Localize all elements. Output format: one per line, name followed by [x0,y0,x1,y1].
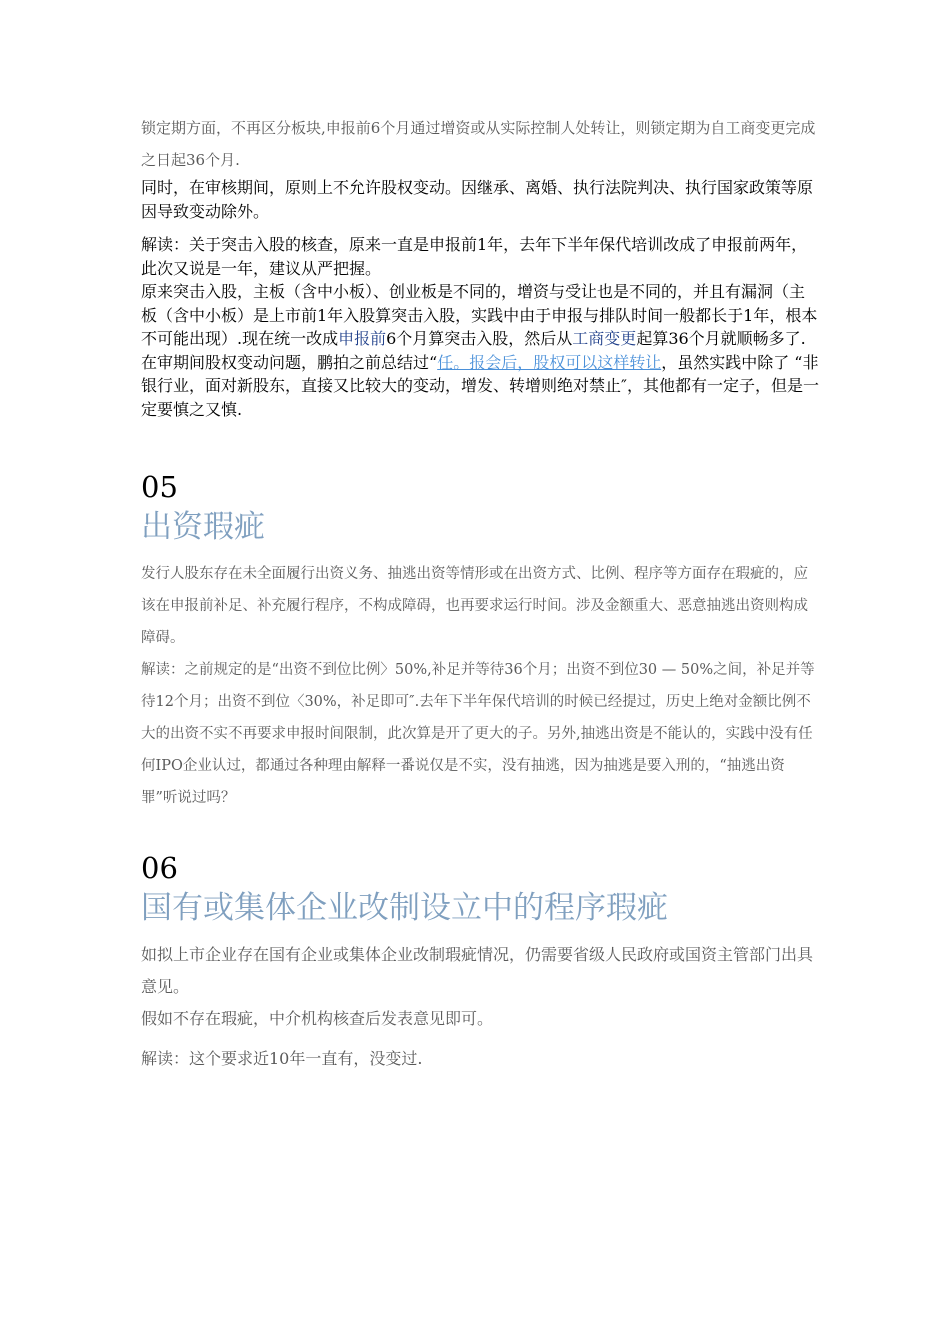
paragraph-equity-change [141,351,819,422]
paragraph-capital-defect: 发行人股东存在未全面履行出资义务、抽逃出资等情形或在出资方式、比例、程序等方面存在瑕疵的，应该在申报前补足、补充履行程序，不构成障碍，也再要求运行时间。涉及金额重大、恶意抽逃出资则构成障碍。 [141,566,808,646]
text-segment: 在审期间股权变动问题，鹏拍之前总结过“ [141,352,438,372]
section-title: 国有或集体企业改制设立中的程序瑕疵 [141,890,668,926]
highlight-business-change: 工商变更 [572,329,637,348]
paragraph-interpretation-2: 解读：之前规定的是“出资不到位比例〉50%,补足并等待36个月；出资不到位30 — 50%之间，补足并等待12个月；出资不到位〈30%，补足即可″.去年下半年保代培训的时候已经提过，历史上绝对金额比例不大的出资不实不再要求申报时间限制，此次算是开了更大的子。另外,抽逃出资是不能认的，实践中没有任何IPO企业认过，都通过各种理由解释一番说仅是不实，没有抽逃，因为抽逃是要入刑的，“抽逃出资罪”听说过吗？ [141,662,815,806]
text-segment: 原来突击入股，主板（含中小板）、创业板是不同的，增资与受让也是不同的，并且有漏洞（主板（含中小板）是上市前1年入股算突击入股，实践中由于申报与排队时间一般都长于1年，根本不可能出现）.现在统一改成 [141,282,818,348]
section-number: 06 [141,851,178,885]
paragraph-interpretation-1: 解读：关于突击入股的核查，原来一直是申报前1年，去年下半年保代培训改成了申报前两年，此次又说是一年，建议从严把握。 [141,235,808,278]
paragraph-no-defect: 假如不存在瑕疵，中介机构核查后发表意见即可。 [141,1009,494,1028]
section-number: 05 [141,470,178,504]
article-link[interactable]: 任。报会后，股权可以这样转让 [437,352,662,372]
text-segment: ，虽然实践中除了 “非银行业，面对新股东，直接又比较大的变动，增发、转增则绝对禁止″，其他都有一定子，但是一定要慎之又慎. [141,352,819,419]
section-06 [141,850,819,1075]
paragraph-state-owned: 如拟上市企业存在国有企业或集体企业改制瑕疵情况，仍需要省级人民政府或国资主管部门出具意见。 [141,945,814,996]
document-body [141,112,819,1075]
section-05 [141,469,819,814]
paragraph-lockup: 锁定期方面，不再区分板块,申报前6个月通过增资或从实际控制人处转让，则锁定期为自工商变更完成之日起36个月. [141,119,816,169]
section-title: 出资瑕疵 [141,509,265,545]
text-segment: 起算36个月就顺畅多了. [636,329,806,348]
highlight-before-filing: 申报前 [338,329,387,348]
paragraph-review-period: 同时，在审核期间，原则上不允许股权变动。因继承、离婚、执行法院判决、执行国家政策等原因导致变动除外。 [141,178,814,221]
text-segment: 6个月算突击入股，然后从 [386,329,573,348]
paragraph-sudden-investment [141,280,819,351]
paragraph-interpretation-3: 解读：这个要求近10年一直有，没变过. [141,1049,423,1068]
